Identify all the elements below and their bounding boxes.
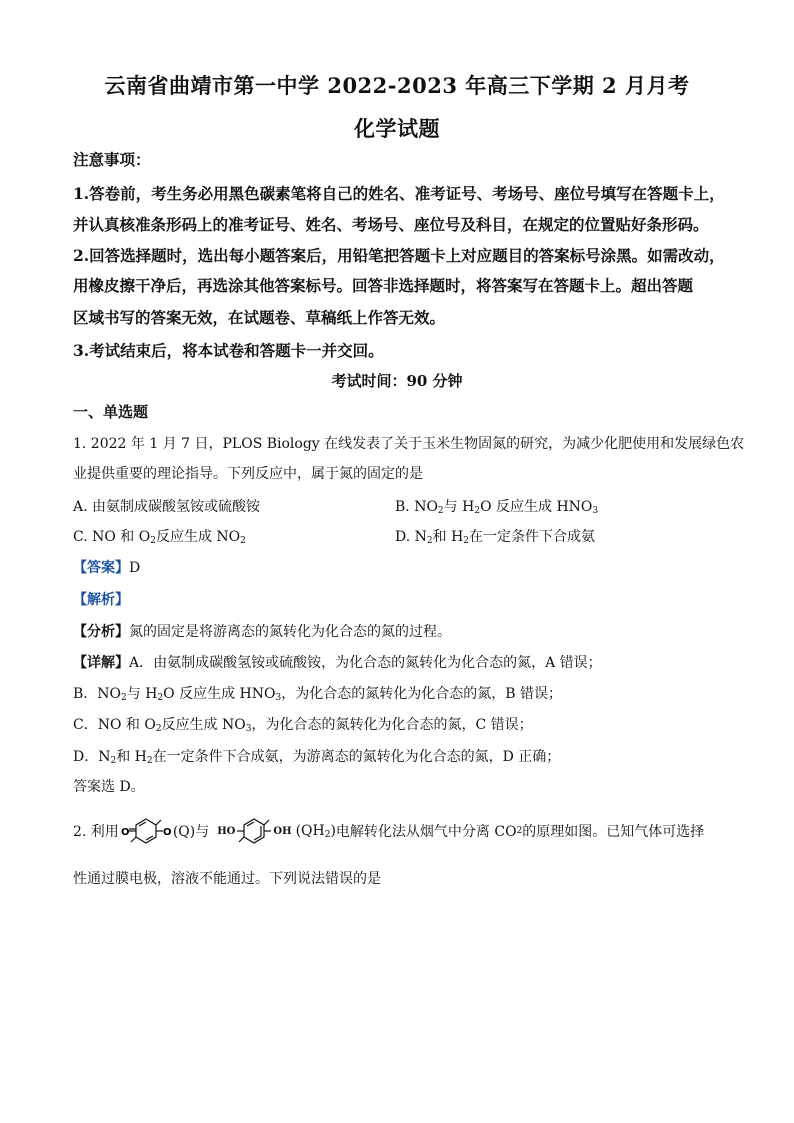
q1-detail-c: C．NO 和 $O_2$反应生成 $NO_3$，为化合态的氮转化为化合态的氮，C 错误； [73,717,533,734]
notes-line: 并认真核准条形码上的准考证号、姓名、考场号、座位号及科目，在规定的位置贴好条形码。 [73,215,709,234]
page-title: 云南省曲靖市第一中学 2022-2023 年高三下学期 2 月月考 [104,73,690,98]
q1-conclusion: 答案选 D。 [73,779,145,795]
q1-option-a: A. 由氨制成碳酸氢铵或硫酸铵 [73,499,261,515]
q1-fenxi: 【分析】氮的固定是将游离态的氮转化为化合态的氮的过程。 [73,624,451,640]
q1-detail-b: B．$NO_2$与 $H_2O$ 反应生成 $HNO_3$，为化合态的氮转化为化合态的氮，B 错误； [73,686,562,703]
q1-detail-d: D．$N_2$和 $H_2$在一定条件下合成氨，为游离态的氮转化为化合态的氮，D 正确； [73,749,561,766]
quinone-structure-icon [119,814,173,848]
notes-line: 3.考试结束后，将本试卷和答题卡一并交回。 [73,341,384,360]
q1-option-d: D. $N_2$和 $H_2$在一定条件下合成氨 [395,529,596,546]
q2-stem-line: 性通过膜电极，溶液不能通过。下列说法错误的是 [73,871,381,887]
q1-stem-line: 业提供重要的理论指导。下列反应中，属于氮的固定的是 [73,466,423,482]
q1-analysis-label: 【解析】 [73,592,129,608]
q2-stem-line: 2. 利用 O O (Q)与 HO OH $(QH_2)$ 电解转化法从烟气中分离 CO 2 的原理如图。已知气体可选择 [73,814,704,848]
q1-stem-line: 1. 2022 年 1 月 7 日，PLOS Biology 在线发表了关于玉米生物固氮的研究，为减少化肥使用和发展绿色农 [73,436,745,452]
q1-option-b: B. $NO_2$与 $H_2O$ 反应生成 $HNO_3$ [395,499,599,516]
notes-line: 用橡皮擦干净后，再选涂其他答案标号。回答非选择题时，将答案写在答题卡上。超出答题 [73,276,694,295]
svg-text:O: O [120,827,130,838]
notes-line: 2.回答选择题时，选出每小题答案后，用铅笔把答题卡上对应题目的答案标号涂黑。如需改动， [73,246,725,265]
q1-detail-a: 【详解】A．由氨制成碳酸氢铵或硫酸铵，为化合态的氮转化为化合态的氮，A 错误； [73,655,602,671]
section-title: 一、单选题 [73,403,149,421]
page-subtitle: 化学试题 [354,116,440,141]
notes-heading: 注意事项： [73,150,151,169]
q1-answer: 【答案】D [73,560,141,576]
hydroquinone-structure-icon [235,814,273,848]
svg-text:O: O [162,827,172,838]
answer-label: 【答案】 [73,560,129,576]
q1-option-c: C. NO 和 $O_2$反应生成 $NO_2$ [73,529,246,546]
notes-line: 区域书写的答案无效，在试题卷、草稿纸上作答无效。 [73,308,446,327]
notes-line: 1.答卷前，考生务必用黑色碳素笔将自己的姓名、准考证号、考场号、座位号填写在答题卡上， [73,184,725,203]
exam-time: 考试时间：90 分钟 [331,372,463,390]
